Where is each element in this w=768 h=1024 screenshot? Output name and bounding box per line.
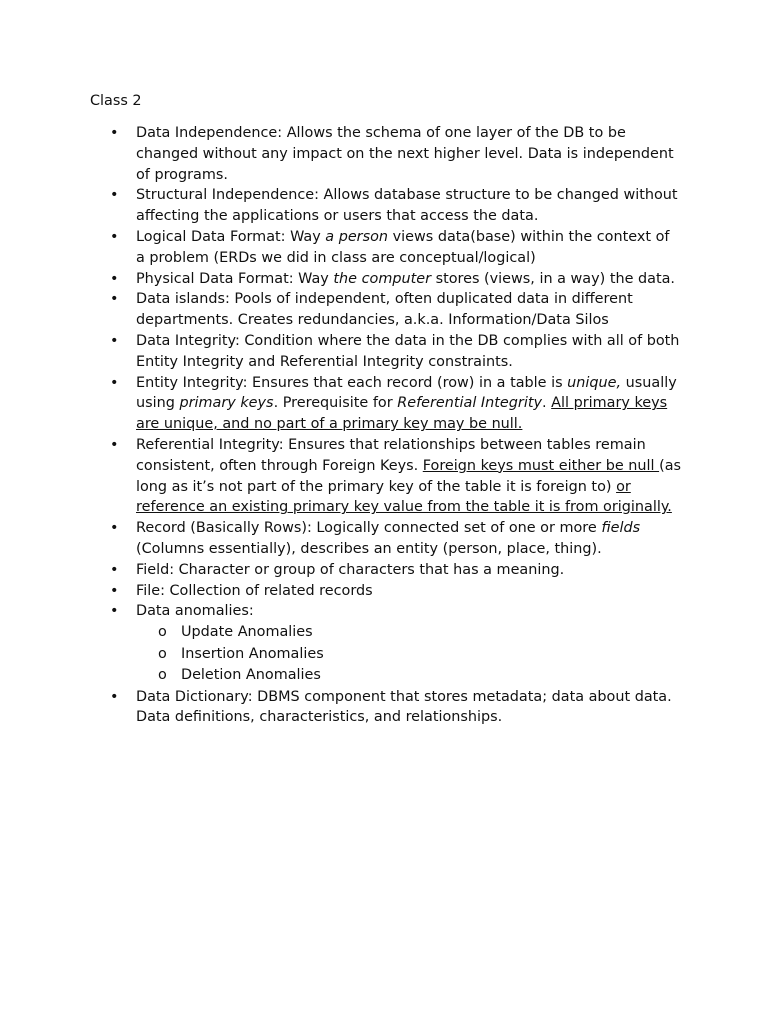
item-text: Data islands: Pools of independent, often duplicated data in different departments. Creates redundancies, a.k.a. Information/Data Silos — [136, 291, 633, 329]
list-item-data-dictionary — [0, 687, 681, 729]
item-text: Referential Integrity: Ensures that relationships between tables remain consistent, often through Foreign Keys. — [136, 436, 646, 474]
item-text: Structural Independence: Allows database structure to be changed without affecting the applications or users that access the data. — [136, 187, 678, 225]
item-text: Entity Integrity: Ensures that each record (row) in a table is — [136, 374, 568, 391]
item-text: Data Dictionary: DBMS component that stores metadata; data about data. Data definitions, characteristics, and relationships. — [136, 688, 672, 726]
item-text: . Prerequisite for — [273, 395, 398, 412]
list-item-physical-data-format — [0, 269, 681, 290]
item-text: views data(base) within the context of a problem (ERDs we did in class are conceptual/logical) — [136, 228, 670, 266]
page-heading: Class 2 — [90, 93, 142, 109]
anomalies-sublist — [136, 622, 681, 687]
item-text: (as long as it’s not part of the primary key of the table it is foreign to) — [136, 457, 682, 495]
list-item-referential-integrity — [0, 435, 681, 518]
item-text: usually using — [136, 374, 677, 412]
list-item-data-anomalies — [0, 601, 681, 686]
item-italic-text: primary keys — [179, 395, 274, 412]
sublist-item: o Insertion Anomalies — [136, 644, 681, 666]
item-text: Data anomalies: — [136, 603, 254, 620]
item-text: Data Integrity: Condition where the data in the DB complies with all of both Entity Integrity and Referential Integrity constraints. — [136, 332, 680, 370]
list-item-file — [0, 581, 681, 602]
item-italic-text: unique, — [567, 374, 622, 391]
item-underlined-text: Foreign keys must either be null — [422, 457, 660, 474]
list-item-field — [0, 560, 681, 581]
item-text: (Columns essentially), describes an entity (person, place, thing). — [136, 540, 602, 557]
list-item-logical-data-format — [0, 227, 681, 269]
list-item-data-independence — [0, 123, 681, 185]
list-item-record — [0, 518, 681, 560]
item-underlined-text: All primary keys are unique, and no part of a primary key may be null. — [136, 395, 668, 433]
item-text: . — [542, 395, 552, 412]
item-italic-text: the computer — [333, 270, 431, 287]
sublist-item: o Update Anomalies — [136, 622, 681, 644]
list-item-data-islands — [0, 289, 681, 331]
list-item-entity-integrity — [0, 373, 681, 435]
list-item-structural-independence — [0, 185, 681, 227]
item-italic-text: fields — [601, 520, 641, 537]
item-text: Physical Data Format: Way — [136, 270, 334, 287]
notes-list — [0, 123, 768, 728]
item-text: stores (views, in a way) the data. — [431, 270, 676, 287]
item-italic-text: Referential Integrity — [397, 395, 542, 412]
item-text: File: Collection of related records — [136, 582, 373, 599]
item-text: Field: Character or group of characters that has a meaning. — [136, 561, 565, 578]
item-text: Logical Data Format: Way — [136, 228, 326, 245]
item-italic-text: a person — [325, 228, 389, 245]
item-text: Record (Basically Rows): Logically connected set of one or more — [136, 520, 602, 537]
item-underlined-text: or reference an existing primary key value from the table it is from originally. — [136, 478, 672, 516]
list-item-data-integrity — [0, 331, 681, 373]
sublist-item: o Deletion Anomalies — [136, 665, 681, 687]
item-text: Data Independence: Allows the schema of one layer of the DB to be changed without any impact on the next higher level. Data is independent of programs. — [136, 125, 674, 183]
